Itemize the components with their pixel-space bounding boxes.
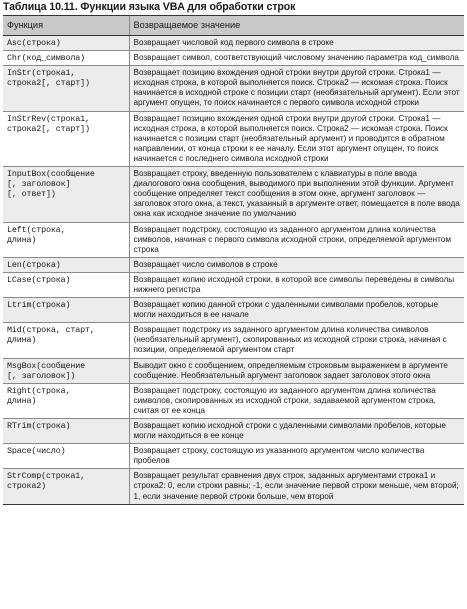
table-row: [3, 36, 464, 51]
function-description: Возвращает копию данной строки с удаленными символами пробелов, которые могли находиться в ее начале: [129, 298, 464, 323]
functions-table: [3, 15, 464, 505]
function-description: Возвращает позицию вхождения одной строки внутри другой строки. Строка1 — исходная строка, в которой выполняется поиск. Строка2 — искомая строка. Поиск начинается в исходной строке с позиции старт (необязательный аргумент). Если этот аргумент опущен, то поиск начинается с первого символа исходной строки: [129, 66, 464, 111]
function-signature: MsgBox(сообщение [, заголовок]): [3, 358, 129, 383]
function-description: Возвращает подстроку из заданного аргументом длина количества символов (необязательный аргумент), скопированных из исходной строки строка, начиная с позиции, определяемой аргументом старт: [129, 323, 464, 358]
table-row: [3, 66, 464, 111]
function-description: Возвращает числовой код первого символа в строке: [129, 36, 464, 51]
table-body: [3, 36, 464, 505]
table-row: [3, 358, 464, 383]
table-row: [3, 111, 464, 166]
function-description: Возвращает позицию вхождения одной строки внутри другой строки. Строка1 — исходная строка, в которой выполняется поиск. Строка2 — искомая строка. Поиск начинается с позиции старт (необязательный аргумент) и проводится в обратном направлении, от конца строки к ее началу. Если этот аргумент опущен, то поиск начинается с последнего символа исходной строки: [129, 111, 464, 166]
function-signature: Left(строка, длина): [3, 222, 129, 257]
function-signature: LCase(строка): [3, 272, 129, 297]
table-row: [3, 167, 464, 222]
function-signature: Ltrim(строка): [3, 298, 129, 323]
table-header-row: [3, 16, 464, 36]
function-description: Возвращает число символов в строке: [129, 257, 464, 272]
function-signature: Asc(строка): [3, 36, 129, 51]
table-row: [3, 444, 464, 469]
table-row: [3, 222, 464, 257]
function-description: Возвращает символ, соответствующий числовому значению параметра код_символа: [129, 51, 464, 66]
function-signature: StrComp(строка1, строка2): [3, 469, 129, 504]
header-return-value: Возвращаемое значение: [129, 16, 464, 36]
function-signature: InputBox(сообщение [, заголовок] [, ответ]): [3, 167, 129, 222]
table-row: [3, 323, 464, 358]
function-signature: InStrRev(строка1, строка2[, старт]): [3, 111, 129, 166]
function-signature: InStr(строка1, строка2[, старт]): [3, 66, 129, 111]
table-row: [3, 257, 464, 272]
function-signature: Space(число): [3, 444, 129, 469]
table-row: [3, 272, 464, 297]
function-description: Возвращает результат сравнения двух строк, заданных аргументами строка1 и строка2: 0, если строки равны; -1, если значение первой строки меньше, чем второй; 1, если значение первой строки больше, чем второй: [129, 469, 464, 504]
function-description: Возвращает копию исходной строки с удаленными символами пробелов, которые могли находиться в ее конце: [129, 419, 464, 444]
function-description: Выводит окно с сообщением, определяемым строковым выражением в аргументе сообщение. Необязательный аргумент заголовок задает заголовок этого окна: [129, 358, 464, 383]
table-row: [3, 298, 464, 323]
header-function: Функция: [3, 16, 129, 36]
function-description: Возвращает подстроку, состоящую из заданного аргументом длина количества символов, начиная с первого символа исходной строки, определяемой аргументом строка: [129, 222, 464, 257]
function-description: Возвращает строку, состоящую из указанного аргументом число количества пробелов: [129, 444, 464, 469]
table-row: [3, 469, 464, 504]
function-signature: Mid(строка, старт, длина): [3, 323, 129, 358]
function-signature: RTrim(строка): [3, 419, 129, 444]
function-description: Возвращает подстроку, состоящую из заданного аргументом длина количества символов, скопированных из исходной строки, задаваемой аргументом строка, считая от ее конца: [129, 383, 464, 418]
function-signature: Len(строка): [3, 257, 129, 272]
table-row: [3, 419, 464, 444]
function-description: Возвращает копию исходной строки, в которой все символы переведены в символы нижнего регистра: [129, 272, 464, 297]
function-description: Возвращает строку, введенную пользователем с клавиатуры в поле ввода диалогового окна сообщения, выводимого при выполнении этой функции. Аргумент сообщение определяет текст сообщения в этом окне, аргумент заголовок — заголовок этого окна, а текст, указанный в аргументе ответ, помещается в поле ввода окна как исходное значение по умолчанию: [129, 167, 464, 222]
table-row: [3, 51, 464, 66]
function-signature: Chr(код_символа): [3, 51, 129, 66]
function-signature: Right(строка, длина): [3, 383, 129, 418]
table-caption: Таблица 10.11. Функции языка VBA для обработки строк: [3, 1, 296, 13]
table-row: [3, 383, 464, 418]
